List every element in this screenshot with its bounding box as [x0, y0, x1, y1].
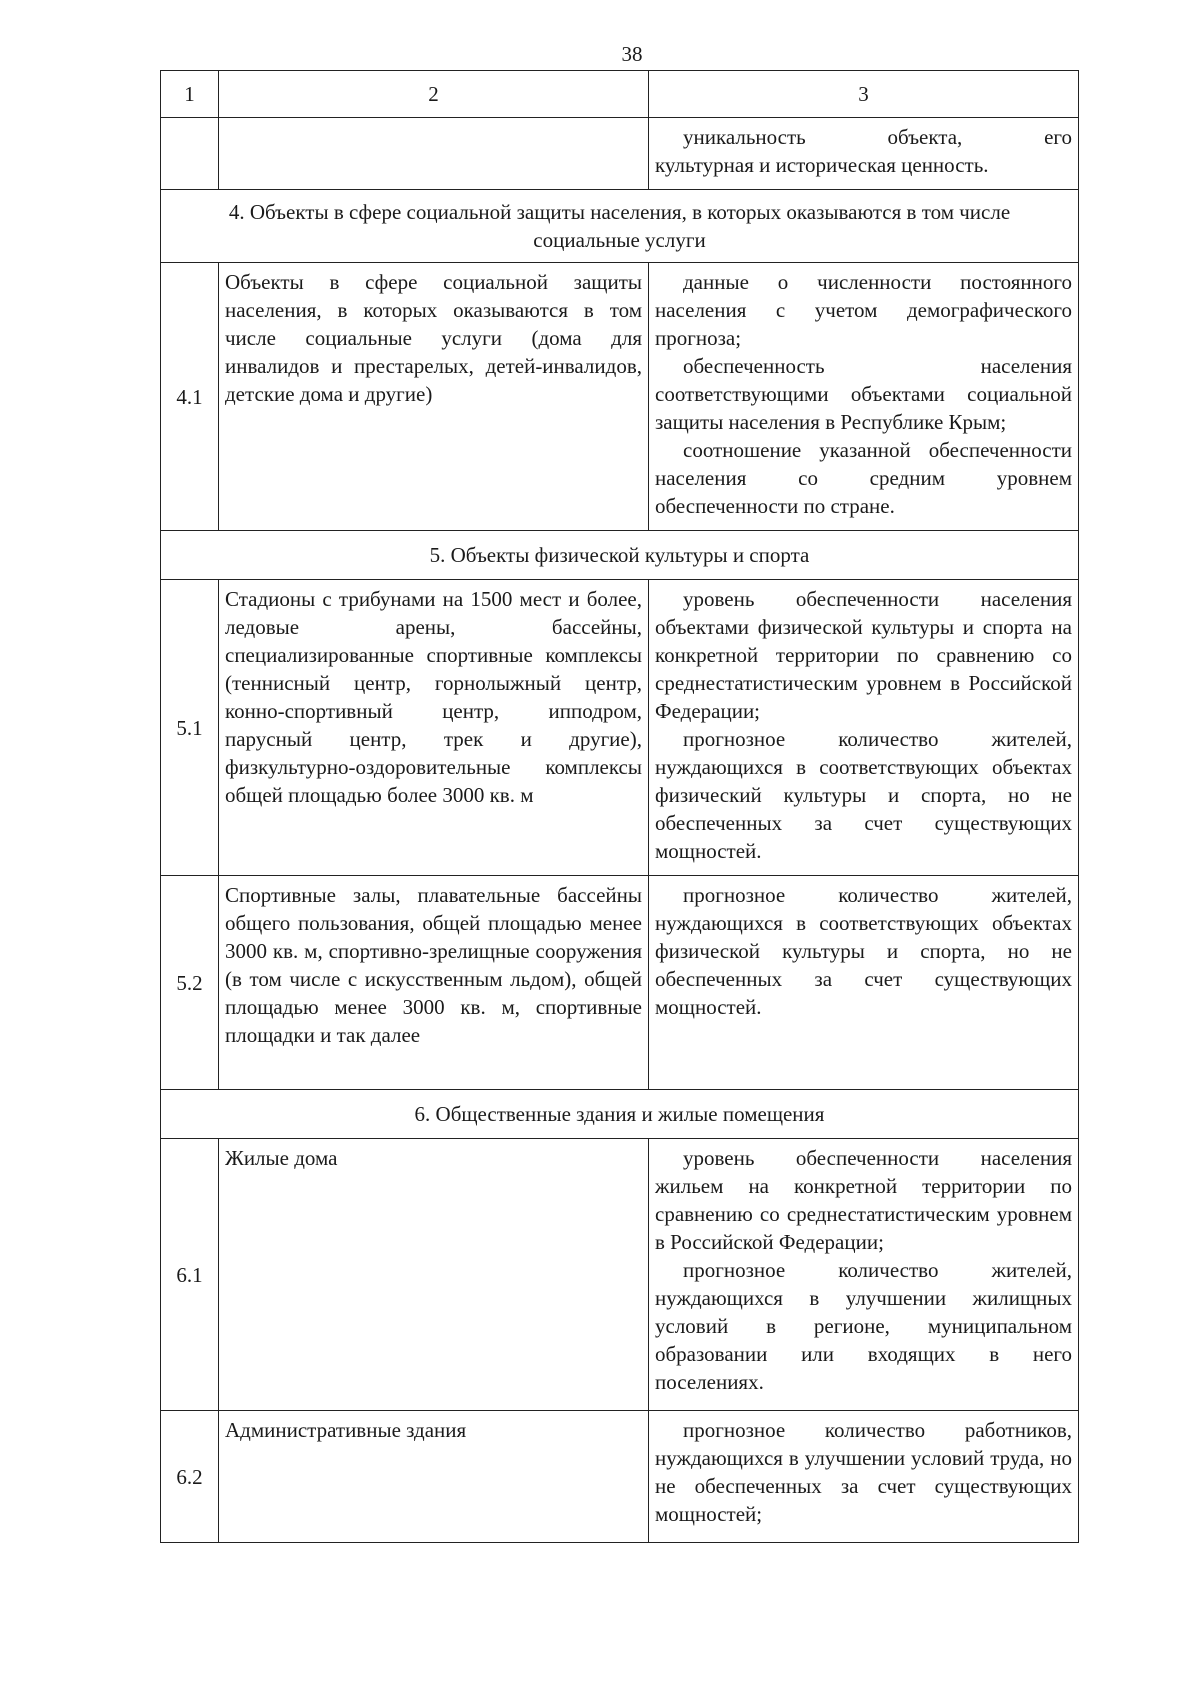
criteria-table — [160, 70, 1079, 1543]
criteria-cell — [649, 580, 1079, 876]
table-row-4-1 — [161, 263, 1079, 531]
continuation-line-1: уникальность объекта, его — [683, 125, 1072, 149]
object-description: Административные здания — [219, 1411, 649, 1543]
row-number: 4.1 — [161, 263, 219, 531]
table-row-6-1 — [161, 1139, 1079, 1411]
criteria-cell — [649, 1139, 1079, 1411]
row-number: 5.2 — [161, 876, 219, 1090]
section-6-title: 6. Общественные здания и жилые помещения — [161, 1090, 1079, 1139]
table-row-6-2 — [161, 1411, 1079, 1543]
page-number: 38 — [621, 42, 643, 66]
criteria-cell — [649, 1411, 1079, 1543]
object-description: Спортивные залы, плавательные бассейны общего пользования, общей площадью менее 3000 кв. м, спортивно-зрелищные сооружения (в том числе с искусственным льдом), общей площадью менее 3000 кв. м, спортивные площадки и так далее — [219, 876, 649, 1090]
section-5-row — [161, 531, 1079, 580]
criteria-item: данные о численности постоянного населения с учетом демографического прогноза; — [655, 270, 1072, 350]
criteria-item: прогнозное количество жителей, нуждающихся в улучшении жилищных условий в регионе, муниципальном образовании или входящих в него поселениях. — [655, 1258, 1072, 1394]
table-row-5-1 — [161, 580, 1079, 876]
row-number: 6.1 — [161, 1139, 219, 1411]
criteria-item: уровень обеспеченности населения жильем на конкретной территории по сравнению со среднестатистическим уровнем в Российской Федерации; — [655, 1146, 1072, 1254]
section-5-title: 5. Объекты физической культуры и спорта — [161, 531, 1079, 580]
continuation-line-2: культурная и историческая ценность. — [655, 153, 989, 177]
criteria-item: уровень обеспеченности населения объектами физической культуры и спорта на конкретной территории по сравнению со среднестатистическим уровнем в Российской Федерации; — [655, 587, 1072, 723]
header-col-1: 1 — [161, 71, 219, 118]
object-description: Объекты в сфере социальной защиты населения, в которых оказываются в том числе социальные услуги (дома для инвалидов и престарелых, детей-инвалидов, детские дома и другие) — [219, 263, 649, 531]
continuation-criteria-cell — [649, 118, 1079, 190]
criteria-cell — [649, 876, 1079, 1090]
row-number: 5.1 — [161, 580, 219, 876]
section-4-title: 4. Объекты в сфере социальной защиты населения, в которых оказываются в том числе социальные услуги — [161, 190, 1079, 263]
criteria-item: прогнозное количество работников, нуждающихся в улучшении условий труда, но не обеспеченных за счет существующих мощностей; — [655, 1418, 1072, 1526]
table-row-5-2 — [161, 876, 1079, 1090]
section-6-row — [161, 1090, 1079, 1139]
criteria-cell — [649, 263, 1079, 531]
row-number: 6.2 — [161, 1411, 219, 1543]
continuation-object-cell — [219, 118, 649, 190]
criteria-item: прогнозное количество жителей, нуждающихся в соответствующих объектах физический культуры и спорта, но не обеспеченных за счет существующих мощностей. — [655, 727, 1072, 863]
criteria-item: обеспеченность населения соответствующими объектами социальной защиты населения в Республике Крым; — [655, 354, 1072, 434]
continuation-row — [161, 118, 1079, 190]
header-row — [161, 71, 1079, 118]
object-description: Стадионы с трибунами на 1500 мест и более, ледовые арены, бассейны, специализированные спортивные комплексы (теннисный центр, горнолыжный центр, конно-спортивный центр, ипподром, парусный центр, трек и другие), физкультурно-оздоровительные комплексы общей площадью более 3000 кв. м — [219, 580, 649, 876]
header-col-3: 3 — [649, 71, 1079, 118]
section-4-row — [161, 190, 1079, 263]
criteria-item: прогнозное количество жителей, нуждающихся в соответствующих объектах физической культуры и спорта, но не обеспеченных за счет существующих мощностей. — [655, 883, 1072, 1019]
continuation-num-cell — [161, 118, 219, 190]
header-col-2: 2 — [219, 71, 649, 118]
criteria-item: соотношение указанной обеспеченности населения со средним уровнем обеспеченности по стране. — [655, 438, 1072, 518]
object-description: Жилые дома — [219, 1139, 649, 1411]
